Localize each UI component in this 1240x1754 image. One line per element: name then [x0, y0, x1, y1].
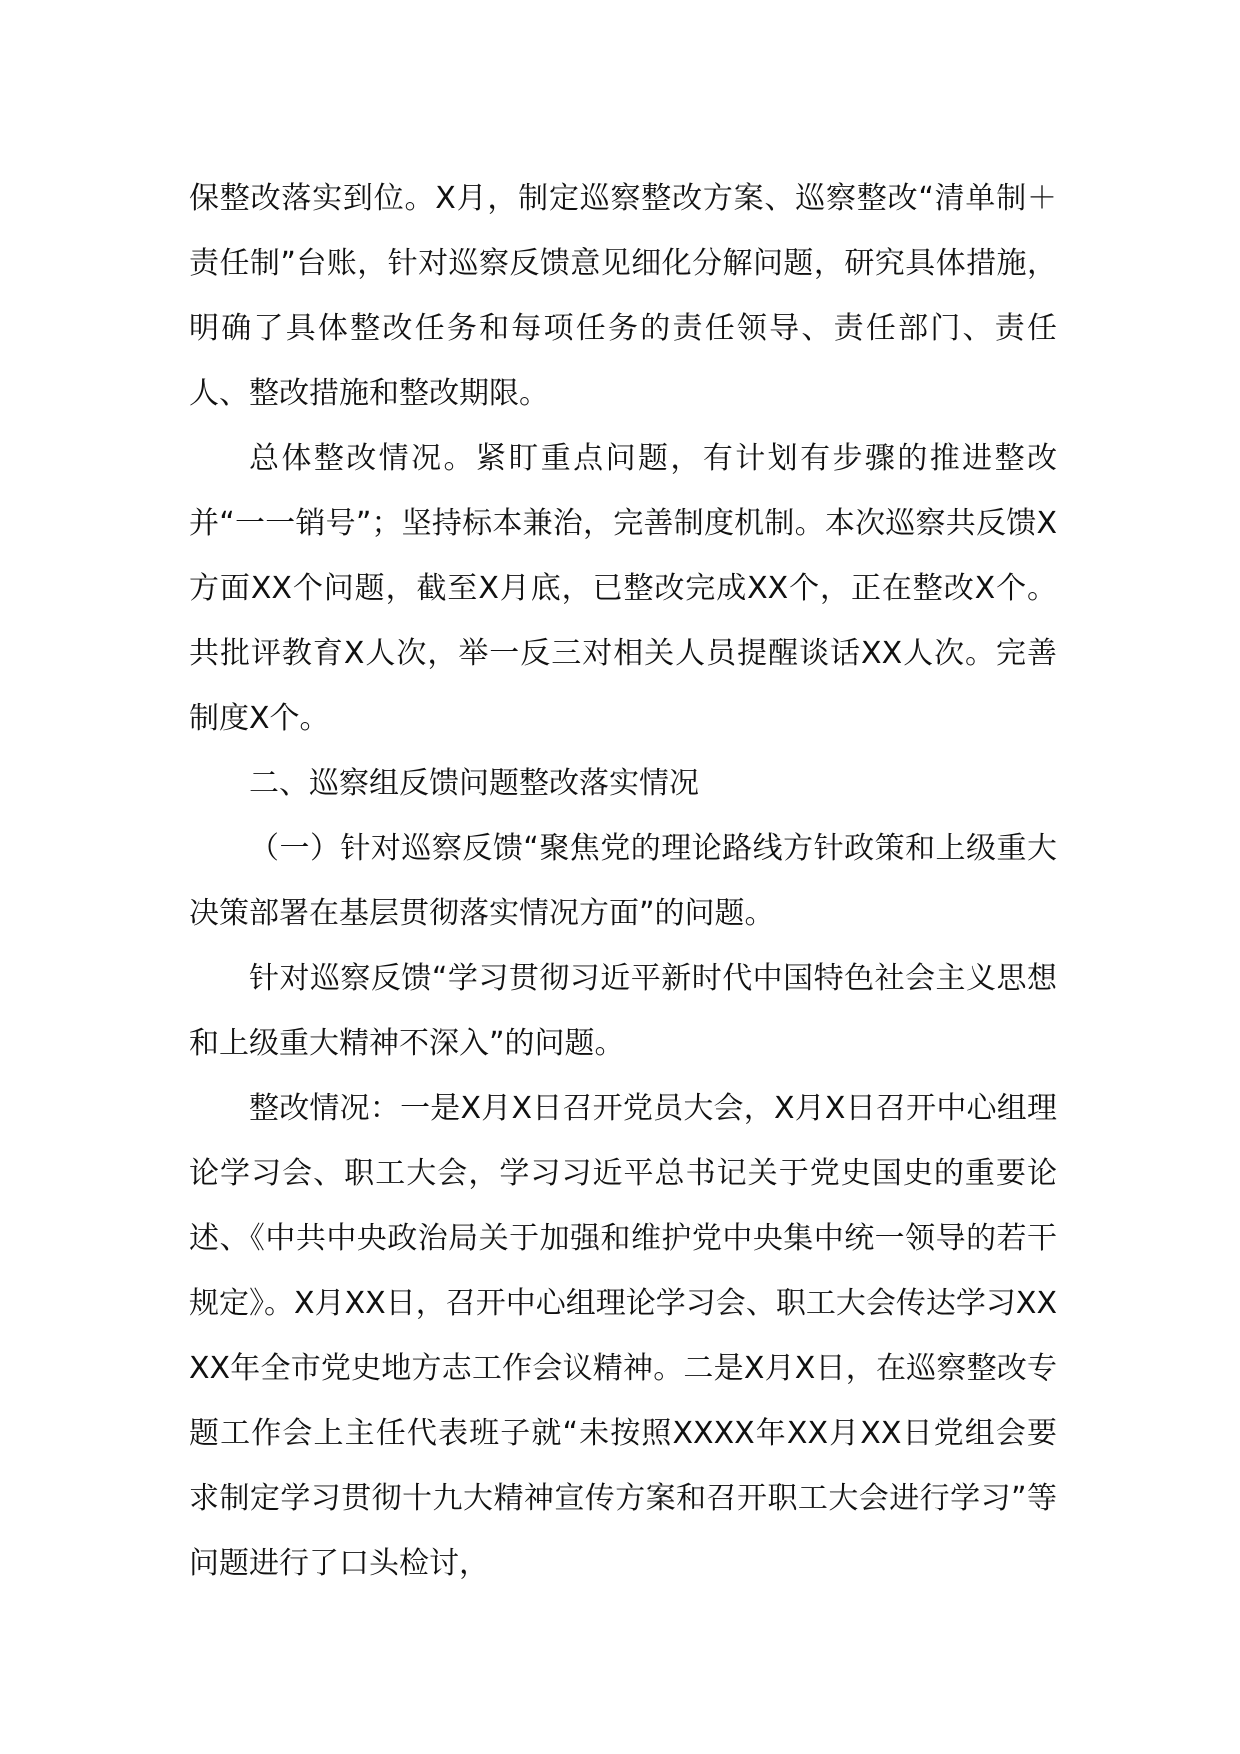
paragraph-overall-status: 总体整改情况。紧盯重点问题，有计划有步骤的推进整改并“一一销号”；坚持标本兼治，完善制度机制。本次巡察共反馈X方面XX个问题，截至X月底，已整改完成XX个，正在整改X个。共批评教育X人次，举一反三对相关人员提醒谈话XX人次。完善制度X个。 [189, 441, 1057, 736]
paragraph-rectification-details: 整改情况：一是X月X日召开党员大会，X月X日召开中心组理论学习会、职工大会，学习习近平总书记关于党史国史的重要论述、《中共中央政治局关于加强和维护党中央集中统一领导的若干规定》。X月XX日，召开中心组理论学习会、职工大会传达学习XXXX年全市党史地方志工作会议精神。二是X月X日，在巡察整改专题工作会上主任代表班子就“未按照XXXX年XX月XX日党组会要求制定学习贯彻十九大精神宣传方案和召开职工大会进行学习”等问题进行了口头检讨， [189, 1091, 1057, 1581]
subsection-heading-one: （一）针对巡察反馈“聚焦党的理论路线方针政策和上级重大决策部署在基层贯彻落实情况方面”的问题。 [189, 831, 1057, 931]
document-body [189, 166, 1057, 1596]
section-heading-two: 二、巡察组反馈问题整改落实情况 [249, 766, 699, 801]
paragraph-rectification-measures: 保整改落实到位。X月，制定巡察整改方案、巡察整改“清单制＋责任制”台账，针对巡察反馈意见细化分解问题，研究具体措施，明确了具体整改任务和每项任务的责任领导、责任部门、责任人、整改措施和整改期限。 [189, 181, 1057, 411]
paragraph-feedback-issue: 针对巡察反馈“学习贯彻习近平新时代中国特色社会主义思想和上级重大精神不深入”的问题。 [189, 961, 1057, 1061]
